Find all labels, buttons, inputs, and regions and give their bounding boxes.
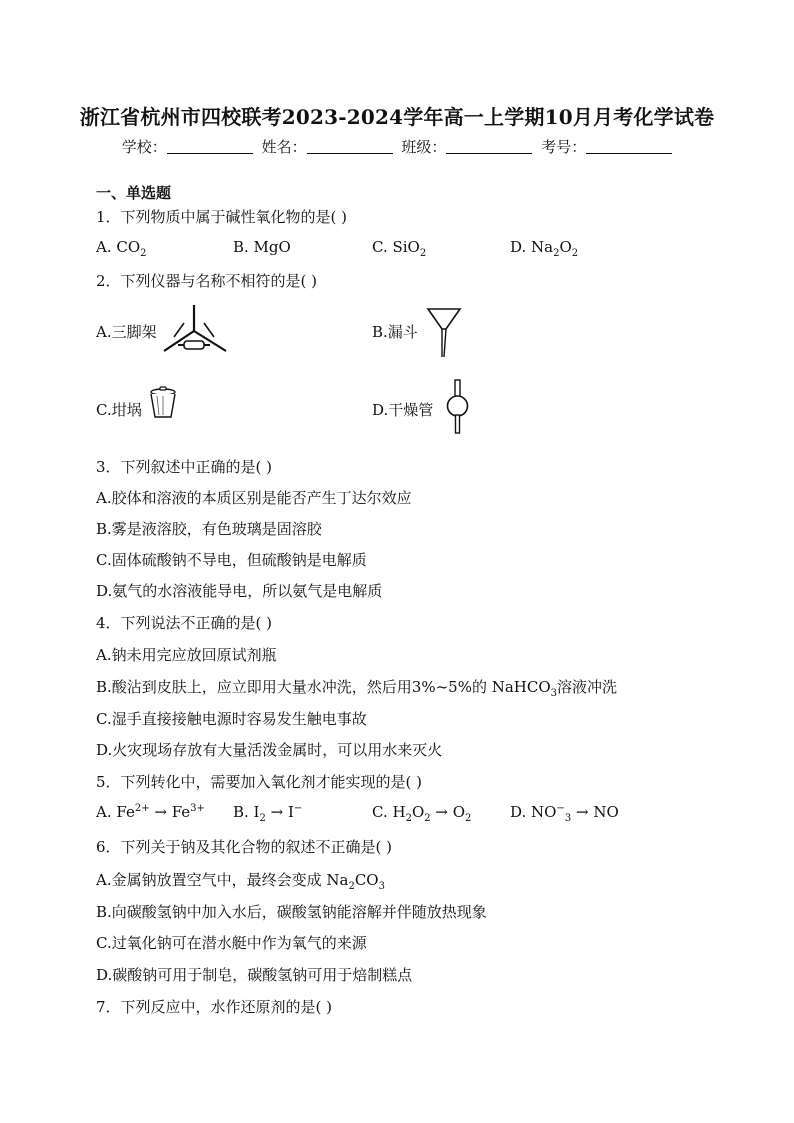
q2-option-a: A.三脚架 <box>96 323 157 341</box>
class-blank[interactable] <box>446 139 532 154</box>
q6-option-c: C.过氧化钠可在潜水艇中作为氧气的来源 <box>96 934 367 952</box>
question-5-stem: 5．下列转化中，需要加入氧化剂才能实现的是( ) <box>96 773 423 791</box>
q1-option-d: D. $Na_2O_2$ <box>510 238 579 259</box>
exam-number-blank[interactable] <box>586 139 672 154</box>
q5-option-b: B. $I_2 \to I^-$ <box>233 803 303 824</box>
page-title: 浙江省杭州市四校联考2023-2024学年高一上学期10月月考化学试卷 <box>79 105 715 129</box>
q3-option-b: B.雾是液溶胶，有色玻璃是固溶胶 <box>96 520 322 538</box>
question-3-stem: 3．下列叙述中正确的是( ) <box>96 458 273 476</box>
question-6-stem: 6．下列关于钠及其化合物的叙述不正确是( ) <box>96 838 393 856</box>
q4-option-c: C.湿手直接接触电源时容易发生触电事故 <box>96 710 367 728</box>
question-4-stem: 4．下列说法不正确的是( ) <box>96 614 273 632</box>
q2-option-b: B.漏斗 <box>372 323 418 341</box>
question-7-stem: 7．下列反应中，水作还原剂的是( ) <box>96 998 333 1016</box>
q3-option-c: C.固体硫酸钠不导电，但硫酸钠是电解质 <box>96 551 367 569</box>
class-label: 班级： <box>401 138 447 156</box>
school-blank[interactable] <box>167 139 253 154</box>
section-heading: 一、单选题 <box>96 184 172 202</box>
name-label: 姓名： <box>261 138 307 156</box>
q4-option-b: B.酸沾到皮肤上，应立即用大量水冲洗，然后用3%~5%的 NaHCO$_3$溶液冲洗 <box>96 678 618 699</box>
name-blank[interactable] <box>307 139 393 154</box>
tripod-icon <box>160 303 232 361</box>
crucible-icon <box>148 385 178 419</box>
school-label: 学校： <box>121 138 167 156</box>
q5-option-a: A. $Fe^{2+} \to Fe^{3+}$ <box>96 803 205 821</box>
student-info-line <box>0 136 794 157</box>
q3-option-d: D.氨气的水溶液能导电，所以氨气是电解质 <box>96 582 383 600</box>
funnel-icon <box>426 305 462 359</box>
exam-number-label: 考号： <box>541 138 587 156</box>
q3-option-a: A.胶体和溶液的本质区别是能否产生丁达尔效应 <box>96 489 412 507</box>
q1-option-c: C. SiO$_2$ <box>372 238 427 259</box>
q2-option-c: C.坩埚 <box>96 401 142 419</box>
q6-option-b: B.向碳酸氢钠中加入水后，碳酸氢钠能溶解并伴随放热现象 <box>96 903 487 921</box>
q6-option-d: D.碳酸钠可用于制皂，碳酸氢钠可用于焙制糕点 <box>96 966 413 984</box>
q6-option-a: A.金属钠放置空气中，最终会变成 $Na_2CO_3$ <box>96 871 385 892</box>
q1-option-a: A. $CO_2$ <box>96 238 147 259</box>
q5-option-d: D. $NO^-_3$ → NO <box>510 803 619 824</box>
q1-option-b: B. MgO <box>233 238 291 256</box>
q4-option-a: A.钠未用完应放回原试剂瓶 <box>96 646 277 664</box>
drying-tube-icon <box>444 378 472 436</box>
q5-option-c: C. $H_2O_2 \to O_2$ <box>372 803 472 824</box>
q2-option-d: D.干燥管 <box>372 401 434 419</box>
question-1-stem: 1．下列物质中属于碱性氧化物的是( ) <box>96 208 348 226</box>
q4-option-d: D.火灾现场存放有大量活泼金属时，可以用水来灭火 <box>96 741 443 759</box>
question-2-stem: 2．下列仪器与名称不相符的是( ) <box>96 272 318 290</box>
